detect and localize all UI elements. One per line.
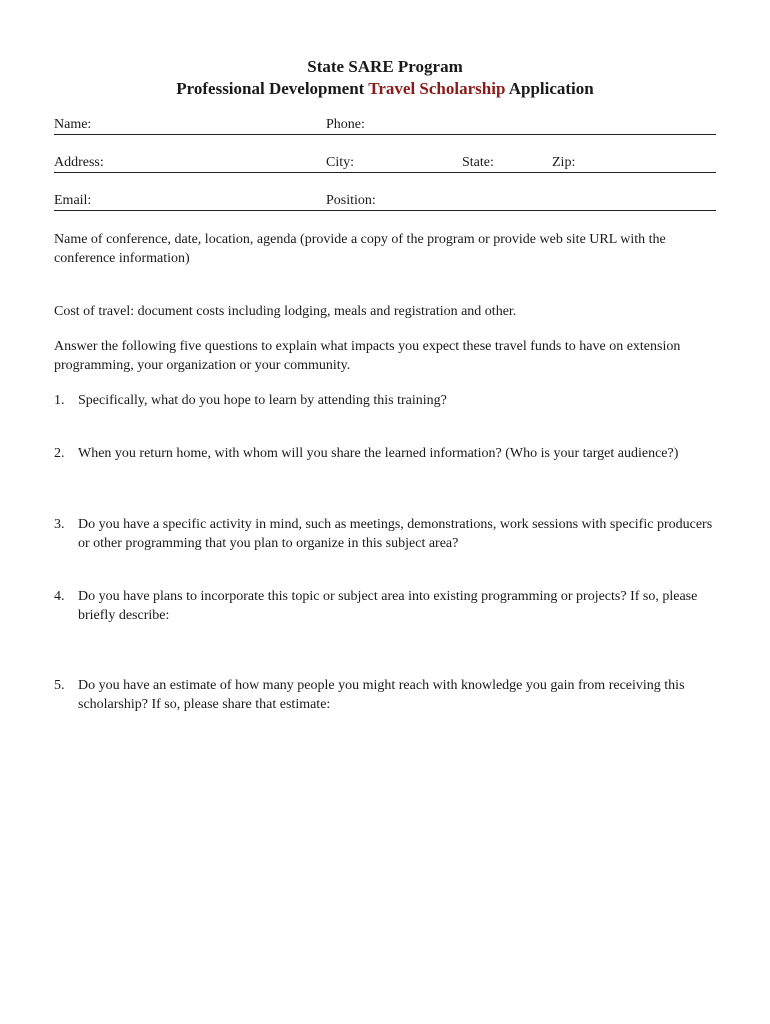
questions-intro: Answer the following five questions to explain what impacts you expect these travel funds to have on extension programming, your organization or your community.	[54, 339, 681, 373]
cost-instructions: Cost of travel: document costs including lodging, meals and registration and other.	[54, 304, 517, 319]
question-text: Do you have plans to incorporate this topic or subject area into existing programming or projects? If so, please briefly describe:	[78, 589, 698, 623]
question-text: When you return home, with whom will you share the learned information? (Who is your target audience?)	[78, 446, 679, 461]
question-number: 3.	[54, 517, 65, 532]
conference-instructions: Name of conference, date, location, agenda (provide a copy of the program or provide web site URL with the conference information)	[54, 232, 666, 266]
email-position-line[interactable]	[54, 210, 716, 211]
question-number: 4.	[54, 589, 65, 604]
address-label: Address:	[54, 155, 104, 170]
question-text: Do you have a specific activity in mind, such as meetings, demonstrations, work sessions with specific producers or other programming that you plan to organize in this subject area?	[78, 517, 713, 551]
question-number: 5.	[54, 678, 65, 693]
question-number: 1.	[54, 393, 65, 408]
form-subtitle	[0, 79, 770, 99]
question-text: Do you have an estimate of how many people you might reach with knowledge you gain from receiving this scholarship? If so, please share that estimate:	[78, 678, 685, 712]
question-4	[54, 587, 719, 625]
subtitle-accent: Travel Scholarship	[368, 79, 506, 98]
subtitle-prefix: Professional Development	[176, 79, 369, 98]
zip-label: Zip:	[552, 155, 576, 170]
question-1	[54, 391, 719, 410]
question-5	[54, 676, 719, 714]
question-number: 2.	[54, 446, 65, 461]
subtitle-suffix: Application	[505, 79, 594, 98]
name-label: Name:	[54, 117, 92, 132]
address-line[interactable]	[54, 172, 716, 173]
question-text: Specifically, what do you hope to learn by attending this training?	[78, 393, 447, 408]
question-3	[54, 515, 719, 553]
phone-label: Phone:	[326, 117, 365, 132]
name-phone-line[interactable]	[54, 134, 716, 135]
position-label: Position:	[326, 193, 376, 208]
state-label: State:	[462, 155, 494, 170]
email-label: Email:	[54, 193, 92, 208]
question-2	[54, 444, 719, 463]
city-label: City:	[326, 155, 355, 170]
form-title: State SARE Program	[307, 57, 463, 76]
